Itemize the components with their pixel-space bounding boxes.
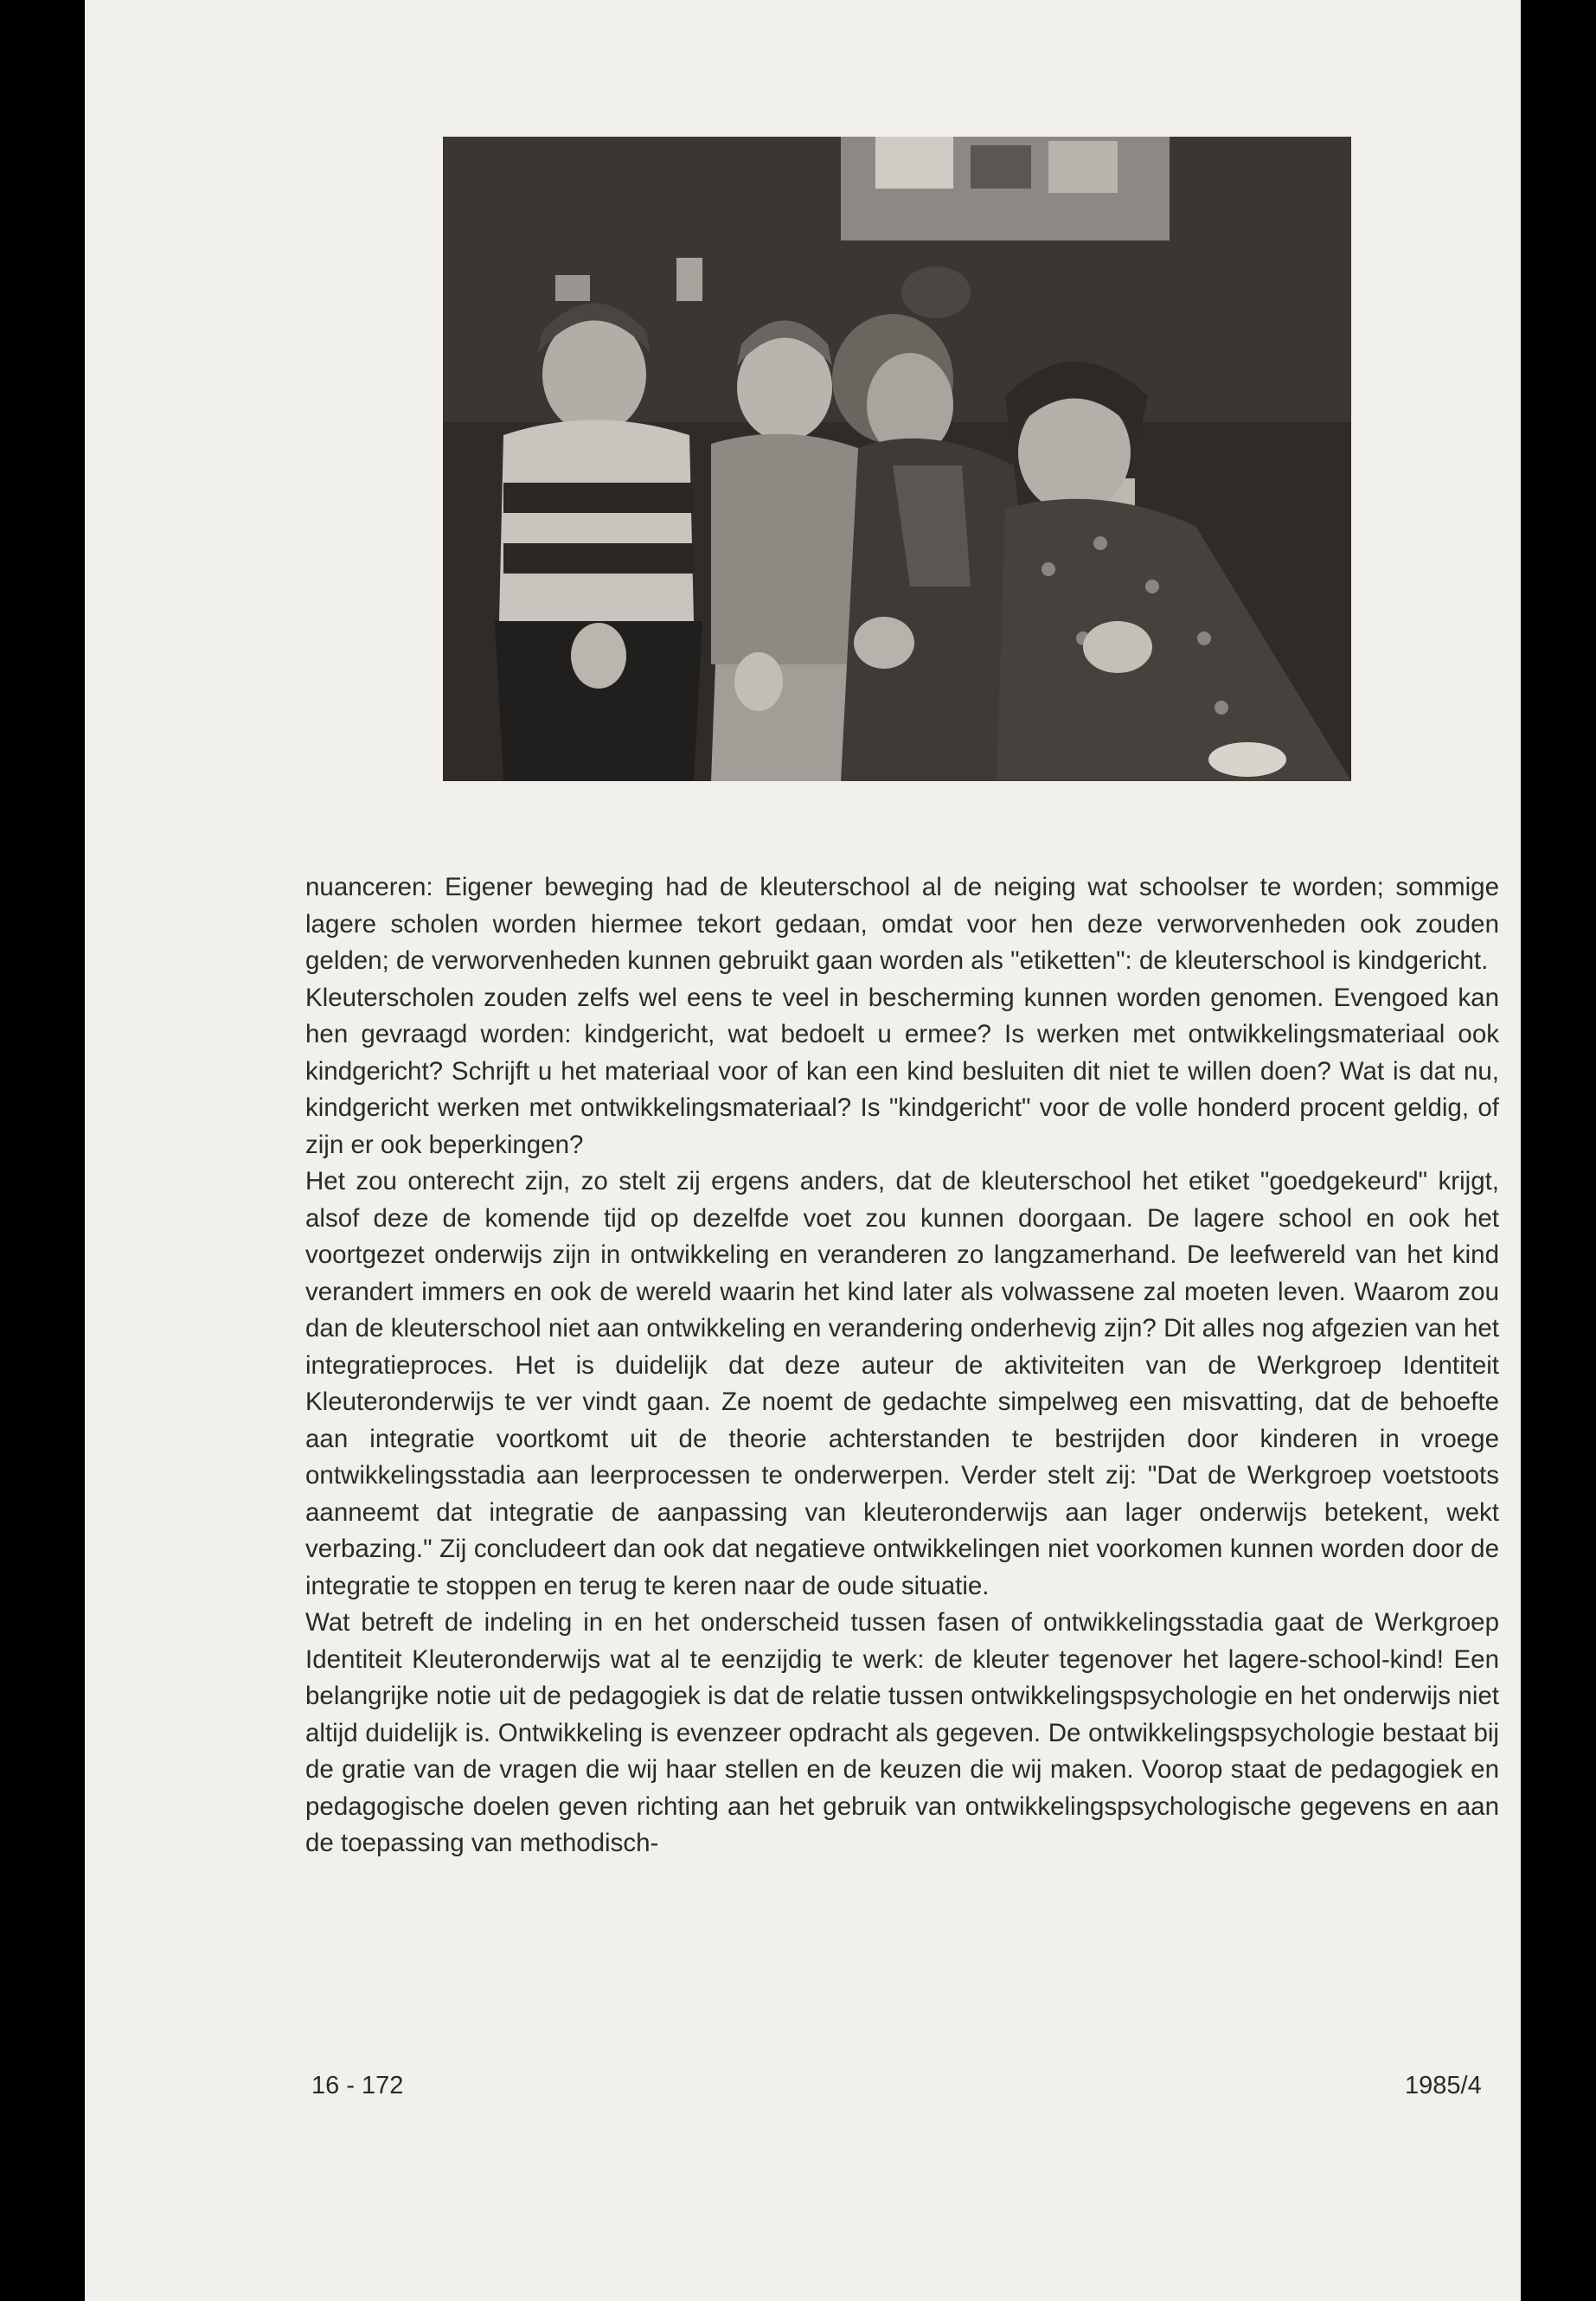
article-body xyxy=(305,869,1499,1862)
paragraph-4: Wat betreft de indeling in en het onderscheid tussen fasen of ontwikkelingsstadia gaat de Werkgroep Identiteit Kleuteronderwijs wat al te eenzijdig te werk: de kleuter tegenover het lagere-school-kind! Een belangrijke notie uit de pedagogiek is dat de relatie tussen ontwikkelingspsychologie en het onderwijs niet altijd duidelijk is. Ontwikkeling is evenzeer opdracht als gegeven. De ontwikkelingspsychologie bestaat bij de gratie van de vragen die wij haar stellen en de keuzen die wij maken. Voorop staat de pedagogiek en pedagogische doelen geven richting aan het gebruik van ontwikkelingspsychologische gegevens en aan de toepassing van methodisch- xyxy=(305,1608,1499,1857)
page xyxy=(85,0,1521,2301)
paragraph-3: Het zou onterecht zijn, zo stelt zij ergens anders, dat de kleuterschool het etiket "goedgekeurd" krijgt, alsof deze de komende tijd op dezelfde voet zou kunnen doorgaan. De lagere school en ook het voortgezet onderwijs zijn in ontwikkeling en veranderen zo langzamerhand. De leefwereld van het kind verandert immers en ook de wereld waarin het kind later als volwassene zal moeten leven. Waarom zou dan de kleuterschool niet aan ontwikkeling en verandering onderhevig zijn? Dit alles nog afgezien van het integratieproces. Het is duidelijk dat deze auteur de aktiviteiten van de Werkgroep Identiteit Kleuteronderwijs te ver vindt gaan. Ze noemt de gedachte simpelweg een misvatting, dat de behoefte aan integratie voortkomt uit de theorie achterstanden te bestrijden door kinderen in vroege ontwikkelingsstadia aan leerprocessen te onderwerpen. Verder stelt zij: "Dat de Werkgroep voetstoots aanneemt dat integratie de aanpassing van kleuteronderwijs aan lager onderwijs betekent, wekt verbazing." Zij concludeert dan ook dat negatieve ontwikkelingen niet voorkomen kunnen worden door de integratie te stoppen en terug te keren naar de oude situatie. xyxy=(305,1167,1499,1600)
photo-illustration xyxy=(443,137,1351,781)
issue-number: 1985/4 xyxy=(1405,2072,1482,2099)
paragraph-2: Kleuterscholen zouden zelfs wel eens te veel in bescherming kunnen worden genomen. Evengoed kan hen gevraagd worden: kindgericht, wat bedoelt u ermee? Is werken met ontwikkelingsmateriaal ook kindgericht? Schrijft u het materiaal voor of kan een kind besluiten dit niet te willen doen? Wat is dat nu, kindgericht werken met ontwikkelingsmateriaal? Is "kindgericht" voor de volle honderd procent geldig, of zijn er ook beperkingen? xyxy=(305,983,1499,1159)
paragraph-1: nuanceren: Eigener beweging had de kleuterschool al de neiging wat schoolser te worden; sommige lagere scholen worden hiermee tekort gedaan, omdat voor hen deze verworvenheden ook zouden gelden; de verworvenheden kunnen gebruikt gaan worden als "etiketten": de kleuterschool is kindgericht. xyxy=(305,873,1499,975)
photo-children-with-teacher xyxy=(443,137,1351,781)
page-number: 16 - 172 xyxy=(311,2072,404,2099)
